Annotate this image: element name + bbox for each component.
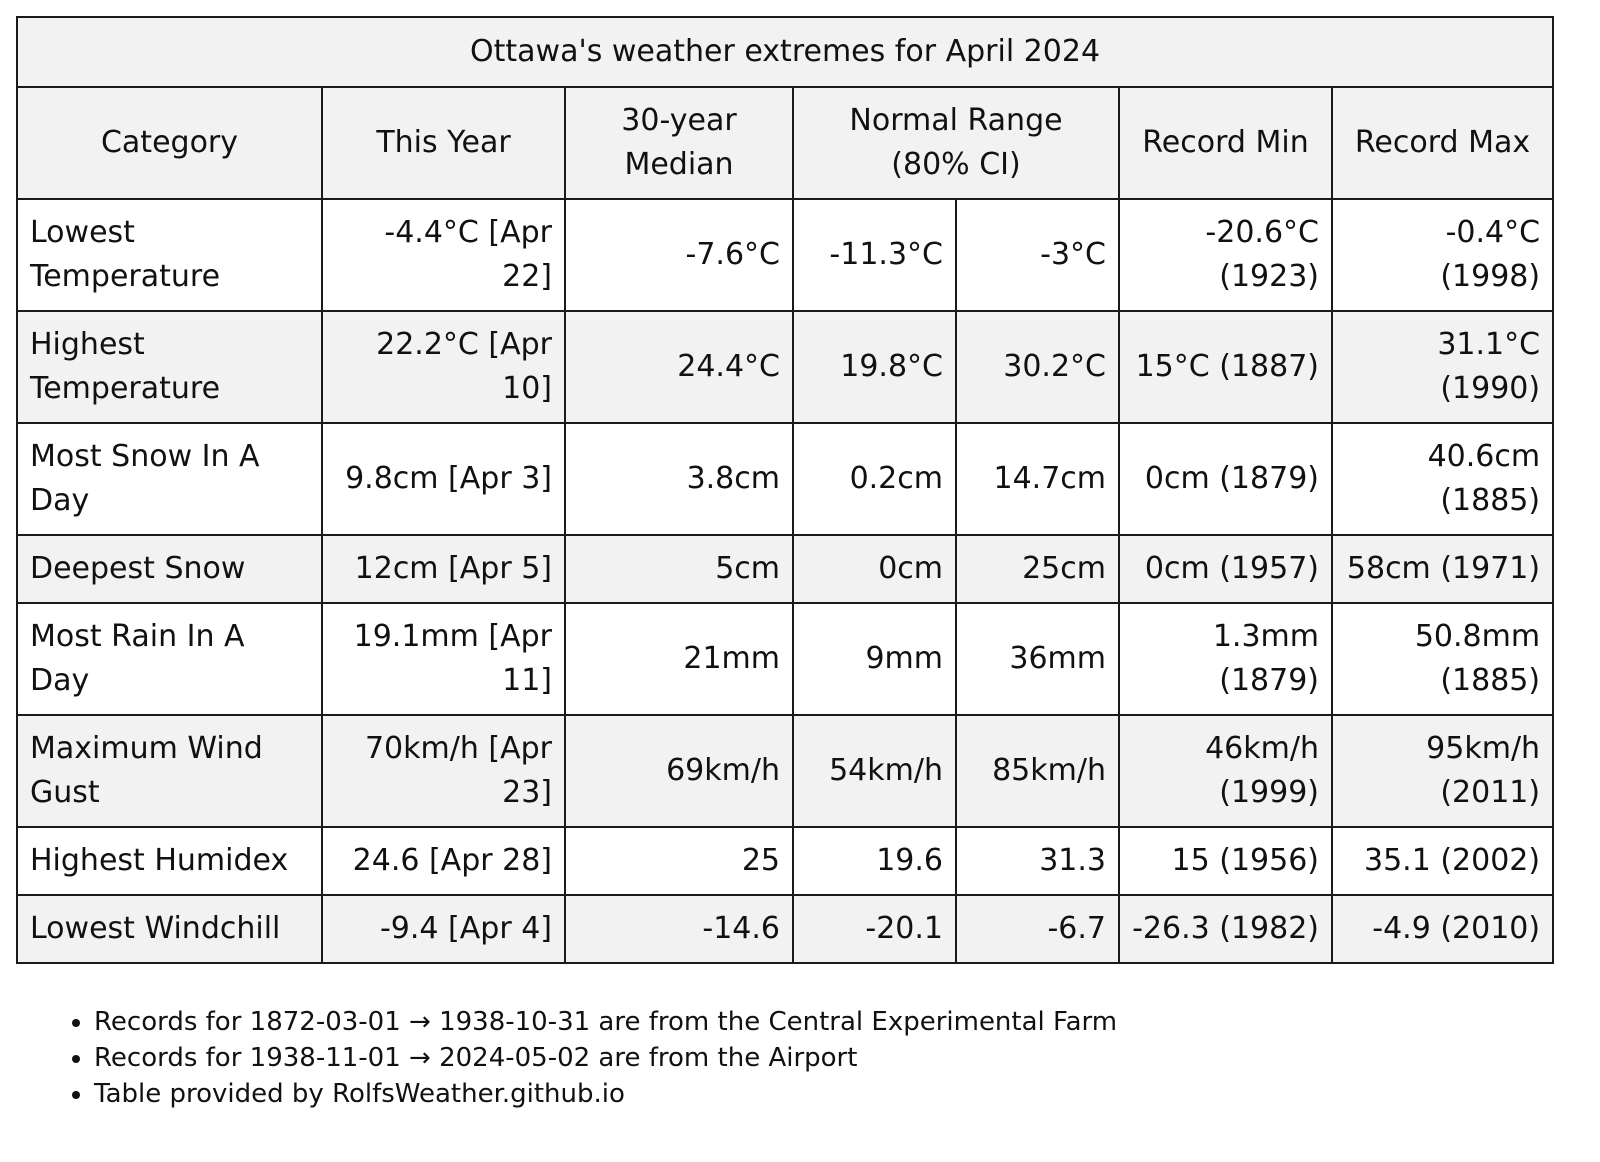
cell-this-year: 9.8cm [Apr 3] [322,423,565,535]
cell-record-min: 0cm (1879) [1119,423,1332,535]
cell-range-low: 19.6 [793,827,956,895]
table-row [17,895,1553,963]
cell-median: 21mm [565,603,793,715]
header-normal-range: Normal Range (80% CI) [793,87,1119,199]
cell-record-min: 15°C (1887) [1119,311,1332,423]
cell-category: Maximum Wind Gust [17,715,322,827]
cell-record-max: 50.8mm (1885) [1332,603,1553,715]
cell-range-low: 0.2cm [793,423,956,535]
cell-this-year: 12cm [Apr 5] [322,535,565,603]
cell-median: 25 [565,827,793,895]
table-row [17,423,1553,535]
cell-range-high: 14.7cm [956,423,1119,535]
table-row [17,827,1553,895]
cell-median: 3.8cm [565,423,793,535]
cell-record-max: 31.1°C (1990) [1332,311,1553,423]
cell-record-max: 40.6cm (1885) [1332,423,1553,535]
cell-range-high: 25cm [956,535,1119,603]
cell-this-year: 70km/h [Apr 23] [322,715,565,827]
cell-range-high: 30.2°C [956,311,1119,423]
cell-range-high: -3°C [956,199,1119,311]
cell-record-min: 0cm (1957) [1119,535,1332,603]
cell-range-high: -6.7 [956,895,1119,963]
cell-range-high: 31.3 [956,827,1119,895]
cell-median: -14.6 [565,895,793,963]
cell-category: Lowest Temperature [17,199,322,311]
footnote-item: • Records for 1938-11-01 → 2024-05-02 are from the Airport [94,1040,1117,1076]
cell-category: Most Rain In A Day [17,603,322,715]
cell-this-year: 19.1mm [Apr 11] [322,603,565,715]
cell-range-low: 0cm [793,535,956,603]
cell-median: 69km/h [565,715,793,827]
weather-extremes-table [16,16,1554,964]
cell-category: Deepest Snow [17,535,322,603]
cell-range-high: 36mm [956,603,1119,715]
cell-record-min: 15 (1956) [1119,827,1332,895]
cell-record-min: 1.3mm (1879) [1119,603,1332,715]
cell-category: Highest Humidex [17,827,322,895]
footnote-item: • Table provided by RolfsWeather.github.io [94,1076,1117,1112]
table-row [17,535,1553,603]
header-category: Category [17,87,322,199]
cell-median: 24.4°C [565,311,793,423]
cell-record-max: 58cm (1971) [1332,535,1553,603]
cell-category: Highest Temperature [17,311,322,423]
cell-range-low: 54km/h [793,715,956,827]
header-record-min: Record Min [1119,87,1332,199]
cell-category: Lowest Windchill [17,895,322,963]
cell-record-max: -0.4°C (1998) [1332,199,1553,311]
cell-record-min: 46km/h (1999) [1119,715,1332,827]
cell-range-high: 85km/h [956,715,1119,827]
footnote-item: • Records for 1872-03-01 → 1938-10-31 are from the Central Experimental Farm [94,1004,1117,1040]
cell-range-low: -11.3°C [793,199,956,311]
cell-range-low: 9mm [793,603,956,715]
cell-median: -7.6°C [565,199,793,311]
cell-range-low: 19.8°C [793,311,956,423]
header-record-max: Record Max [1332,87,1553,199]
footnotes-list [56,1004,1117,1112]
cell-this-year: -9.4 [Apr 4] [322,895,565,963]
cell-record-max: 35.1 (2002) [1332,827,1553,895]
cell-this-year: 24.6 [Apr 28] [322,827,565,895]
cell-record-min: -20.6°C (1923) [1119,199,1332,311]
cell-median: 5cm [565,535,793,603]
cell-category: Most Snow In A Day [17,423,322,535]
cell-record-max: -4.9 (2010) [1332,895,1553,963]
cell-range-low: -20.1 [793,895,956,963]
header-median: 30-year Median [565,87,793,199]
table-title: Ottawa's weather extremes for April 2024 [17,17,1553,87]
header-this-year: This Year [322,87,565,199]
cell-record-min: -26.3 (1982) [1119,895,1332,963]
table-row [17,311,1553,423]
table-row [17,199,1553,311]
cell-this-year: -4.4°C [Apr 22] [322,199,565,311]
table-row [17,715,1553,827]
table-row [17,603,1553,715]
cell-this-year: 22.2°C [Apr 10] [322,311,565,423]
cell-record-max: 95km/h (2011) [1332,715,1553,827]
